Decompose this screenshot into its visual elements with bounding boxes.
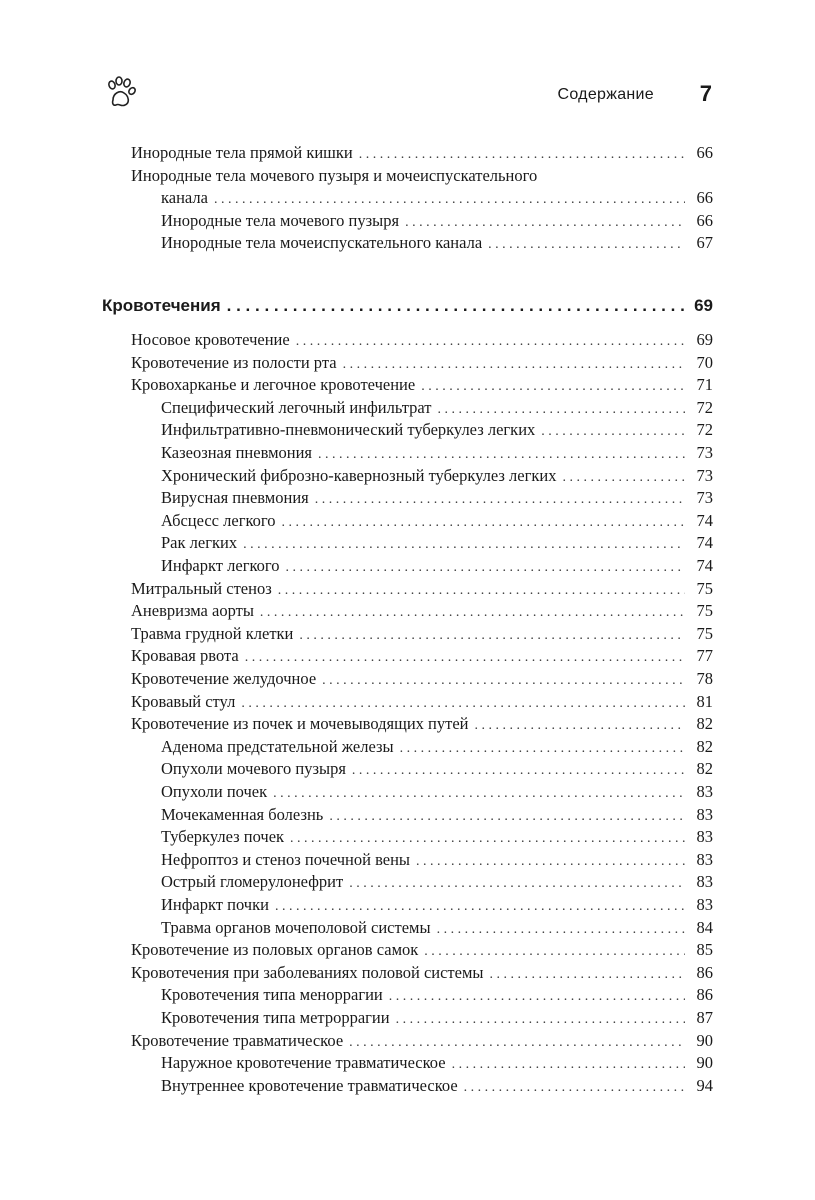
toc-entry[interactable]	[131, 374, 713, 396]
toc-entry-page: 82	[696, 759, 713, 779]
dot-leader	[421, 376, 685, 398]
toc-entry-page: 77	[696, 646, 713, 666]
toc-entry-page: 86	[696, 962, 713, 982]
dot-leader	[349, 1032, 685, 1054]
toc-entry[interactable]	[161, 1007, 713, 1029]
toc-entry[interactable]	[161, 210, 713, 232]
toc-entry-title: Инфаркт почки	[161, 895, 269, 914]
toc-entry[interactable]	[161, 555, 713, 577]
toc-entry-title: канала	[161, 188, 208, 208]
toc-entry[interactable]	[161, 1052, 713, 1074]
toc-entry-title: Мочекаменная болезнь	[161, 804, 324, 824]
toc-entry[interactable]	[161, 804, 713, 826]
toc-entry-page: 85	[696, 940, 713, 960]
toc-entry-page: 83	[696, 849, 713, 869]
toc-entry[interactable]	[161, 736, 713, 758]
toc-entry[interactable]	[131, 600, 713, 622]
toc-entry-title: Хронический фиброзно-кавернозный туберкулез легких	[161, 465, 557, 485]
dot-leader	[343, 354, 685, 376]
toc-entry[interactable]	[161, 419, 713, 441]
running-title: Содержание	[557, 86, 654, 103]
toc-entry-title: Инородные тела прямой кишки	[131, 143, 353, 162]
toc-entry-title: Кровотечение из половых органов самок	[131, 940, 419, 960]
toc-entry[interactable]	[161, 532, 713, 554]
toc-entry[interactable]	[161, 442, 713, 464]
dot-leader	[349, 873, 685, 895]
toc-entry-page: 73	[696, 465, 713, 485]
toc-entry-page: 73	[696, 488, 713, 508]
dot-leader	[329, 806, 685, 828]
toc-entry[interactable]	[131, 352, 713, 374]
dot-leader	[296, 331, 685, 353]
toc-entry-page: 75	[696, 601, 713, 621]
dot-leader	[389, 986, 685, 1008]
dot-leader	[241, 693, 685, 715]
toc-entry[interactable]	[161, 510, 713, 532]
dot-leader	[490, 964, 686, 986]
toc-entry-page: 70	[696, 352, 713, 372]
toc-entry-title: Абсцесс легкого	[161, 510, 276, 530]
dot-leader	[273, 783, 685, 805]
toc-entry-page: 82	[696, 714, 713, 734]
toc-entry-title: Наружное кровотечение травматическое	[161, 1053, 446, 1073]
page-number: 7	[699, 81, 712, 106]
dot-leader	[416, 851, 685, 873]
dot-leader	[315, 489, 685, 511]
dot-leader	[322, 670, 685, 692]
toc-entry-page: 66	[696, 188, 713, 208]
toc-entry-page: 75	[696, 578, 713, 598]
toc-entry[interactable]	[161, 871, 713, 893]
toc-entry-title: Нефроптоз и стеноз почечной вены	[161, 849, 411, 869]
toc-entry[interactable]	[161, 232, 713, 254]
toc-entry-title: Инородные тела мочевого пузыря и мочеиспускательного	[131, 165, 538, 185]
toc-entry-title: Аденома предстательной железы	[161, 736, 394, 756]
toc-entry[interactable]	[131, 645, 713, 667]
toc-entry-title: Инфаркт легкого	[161, 556, 280, 575]
toc-entry-page: 67	[696, 233, 713, 253]
toc-entry-page: 78	[696, 669, 713, 688]
toc-entry-page: 83	[696, 827, 713, 847]
toc-entry[interactable]	[131, 578, 713, 600]
toc-entry-title: Опухоли мочевого пузыря	[161, 759, 346, 779]
toc-entry-page: 83	[696, 872, 713, 892]
toc-entry[interactable]	[161, 984, 713, 1006]
running-header	[0, 81, 712, 110]
toc-entry-title: Травма грудной клетки	[131, 623, 294, 643]
toc-entry-page: 74	[696, 510, 713, 530]
dot-leader	[474, 715, 685, 737]
dot-leader	[290, 828, 685, 850]
toc-entry-title: Митральный стеноз	[131, 578, 272, 598]
chapter-title: Кровотечения	[102, 296, 221, 315]
toc-entry-title: Кровавая рвота	[131, 646, 239, 666]
toc-entry-title: Внутреннее кровотечение травматическое	[161, 1075, 458, 1095]
toc-entry-page: 73	[696, 443, 713, 462]
toc-entry-title: Кровохарканье и легочное кровотечение	[131, 375, 416, 395]
toc-entry-page: 74	[696, 533, 713, 553]
toc-entry-page: 66	[696, 210, 713, 230]
dot-leader	[464, 1077, 685, 1099]
toc-entry-title: Кровотечения типа меноррагии	[161, 985, 383, 1005]
dot-leader	[405, 212, 685, 234]
dot-leader	[243, 534, 685, 556]
toc-entry-title: Кровотечение желудочное	[131, 669, 317, 688]
dot-leader	[400, 738, 685, 760]
toc-entry[interactable]	[131, 142, 713, 164]
dot-leader	[359, 144, 685, 166]
toc-entry-page: 83	[696, 895, 713, 914]
toc-entry-title: Кровотечения при заболеваниях половой системы	[131, 962, 484, 982]
toc-entry[interactable]	[161, 187, 713, 209]
dot-leader	[282, 512, 686, 534]
toc-entry-title: Вирусная пневмония	[161, 488, 309, 508]
dot-leader	[488, 234, 685, 256]
toc-entry-title: Рак легких	[161, 533, 238, 553]
dot-leader	[275, 896, 685, 918]
toc-entry-title: Кровотечение из почек и мочевыводящих путей	[131, 714, 469, 734]
toc-entry-page: 94	[696, 1075, 713, 1095]
toc-entry-title: Острый гломерулонефрит	[161, 872, 344, 892]
toc-entry[interactable]	[131, 691, 713, 713]
toc-entry[interactable]	[161, 758, 713, 780]
dot-leader	[438, 399, 686, 421]
toc-entry-title: Опухоли почек	[161, 782, 268, 801]
toc-entry[interactable]	[161, 849, 713, 871]
dot-leader	[424, 941, 685, 963]
toc-entry-title: Кровотечения типа метроррагии	[161, 1008, 390, 1027]
toc-entry[interactable]	[161, 465, 713, 487]
toc-entry[interactable]	[131, 668, 713, 690]
dot-leader	[227, 296, 688, 316]
toc-entry[interactable]	[131, 623, 713, 645]
toc-entry[interactable]	[131, 165, 713, 187]
toc-entry-title: Кровавый стул	[131, 691, 236, 711]
dot-leader	[352, 760, 685, 782]
dot-leader	[245, 647, 685, 669]
toc-entry-page: 90	[696, 1053, 713, 1073]
toc-entry-page: 69	[696, 330, 713, 349]
dot-leader	[299, 625, 685, 647]
toc-entry-title: Инфильтративно-пневмонический туберкулез легких	[161, 420, 536, 440]
toc-entry-title: Специфический легочный инфильтрат	[161, 397, 432, 417]
toc-entry[interactable]	[131, 962, 713, 984]
chapter-heading[interactable]	[102, 296, 713, 320]
dot-leader	[396, 1009, 685, 1031]
toc-entry[interactable]	[161, 894, 713, 916]
dot-leader	[562, 467, 685, 489]
toc-entry-page: 90	[696, 1030, 713, 1050]
dot-leader	[278, 580, 685, 602]
toc-entry-page: 71	[696, 375, 713, 395]
toc-entry[interactable]	[131, 1030, 713, 1052]
toc-entry-title: Носовое кровотечение	[131, 330, 290, 349]
toc-entry-title: Инородные тела мочеиспускательного канала	[161, 233, 483, 253]
toc-entry[interactable]	[161, 826, 713, 848]
toc-entry-page: 81	[696, 691, 713, 711]
toc-entry-page: 72	[696, 397, 713, 417]
toc-entry-page: 87	[696, 1008, 713, 1027]
toc-entry-page: 74	[696, 556, 713, 575]
dot-leader	[452, 1054, 685, 1076]
toc-entry-page: 66	[696, 143, 713, 162]
toc-entry[interactable]	[131, 713, 713, 735]
chapter-page: 69	[694, 296, 713, 315]
toc-entry-page: 82	[696, 736, 713, 756]
toc-entry[interactable]	[161, 487, 713, 509]
toc-entry-title: Кровотечение травматическое	[131, 1030, 344, 1050]
toc-entry-title: Травма органов мочеполовой системы	[161, 917, 431, 937]
toc-entry[interactable]	[131, 329, 713, 351]
dot-leader	[286, 557, 685, 579]
dot-leader	[318, 444, 685, 466]
toc-entry-title: Туберкулез почек	[161, 827, 285, 847]
toc-entry-page: 84	[696, 917, 713, 937]
toc-entry[interactable]	[161, 397, 713, 419]
toc-entry-page: 86	[696, 985, 713, 1005]
toc-entry-page: 75	[696, 623, 713, 643]
toc-entry[interactable]	[161, 917, 713, 939]
toc-entry-page: 83	[696, 804, 713, 824]
toc-entry[interactable]	[161, 781, 713, 803]
toc-entry-title: Инородные тела мочевого пузыря	[161, 210, 400, 230]
toc-entry[interactable]	[161, 1075, 713, 1097]
toc-entry[interactable]	[131, 939, 713, 961]
toc-entry-title: Аневризма аорты	[131, 601, 254, 621]
toc-entry-title: Кровотечение из полости рта	[131, 352, 337, 372]
dot-leader	[437, 919, 685, 941]
toc-entry-title: Казеозная пневмония	[161, 443, 313, 462]
dot-leader	[214, 189, 685, 211]
dot-leader	[260, 602, 685, 624]
toc-entry-page: 83	[696, 782, 713, 801]
dot-leader	[541, 421, 685, 443]
toc-entry-page: 72	[696, 420, 713, 440]
